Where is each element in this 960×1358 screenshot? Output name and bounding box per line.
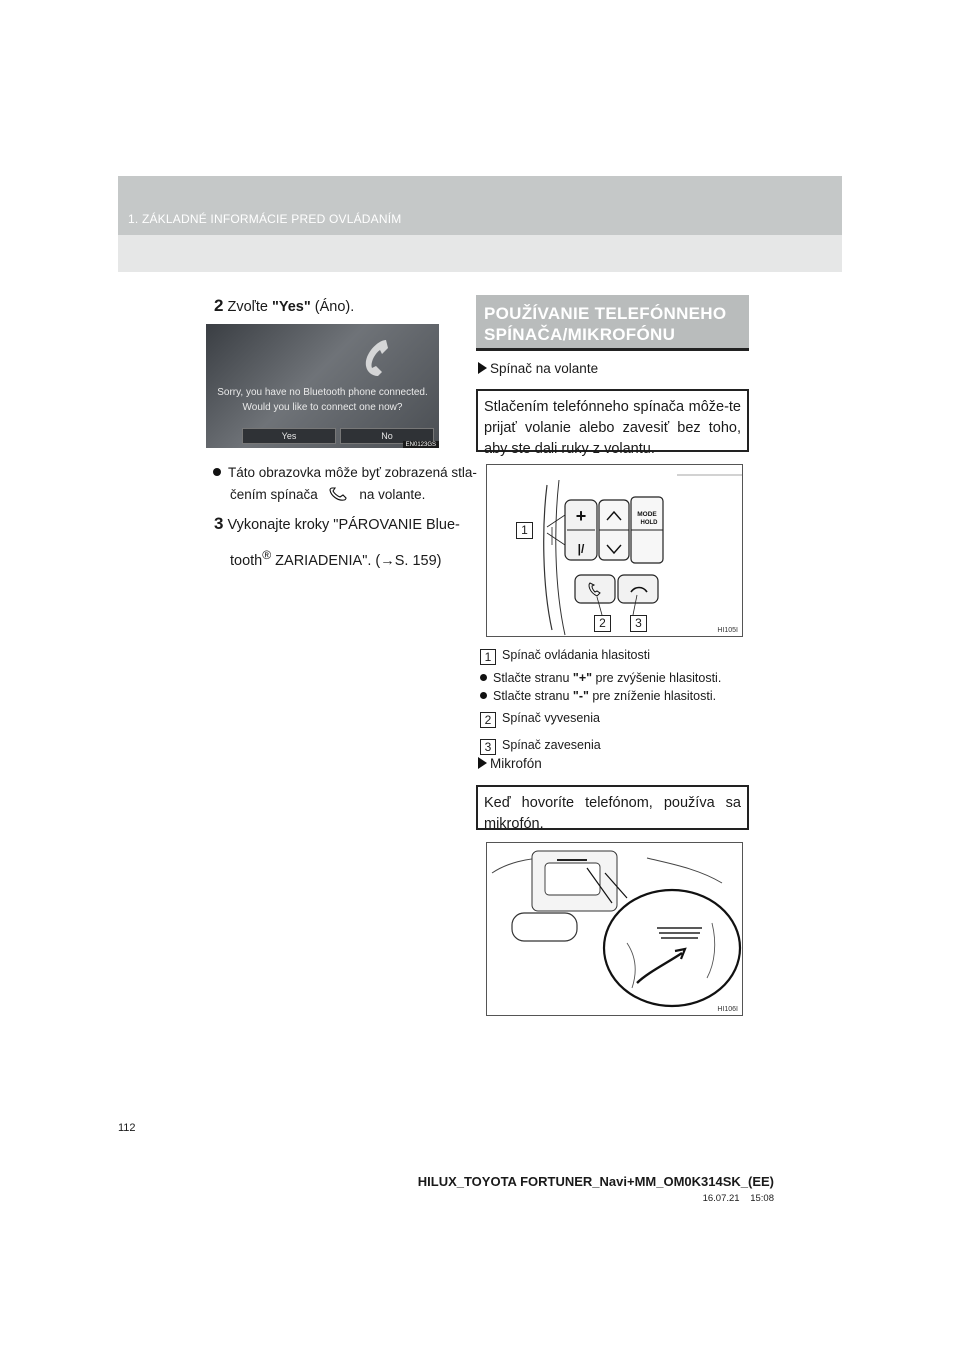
- yes-button[interactable]: Yes: [242, 428, 336, 444]
- page-number: 112: [118, 1122, 136, 1134]
- bullet-text: Stlačte stranu: [493, 671, 573, 685]
- subheading-steering-switch: [478, 361, 598, 376]
- document-timestamp: [703, 1193, 774, 1204]
- triangle-marker-icon: [478, 757, 487, 769]
- screen-message-line-1: Sorry, you have no Bluetooth phone connected.: [217, 387, 428, 398]
- steering-switch-illustration: [487, 465, 743, 637]
- info-box-phone-switch: Stlačením telefónneho spínača môže-te prijať volanie alebo zavesiť bez toho, aby ste dali ruky z volantu.: [476, 389, 749, 452]
- document-title: HILUX_TOYOTA FORTUNER_Navi+MM_OM0K314SK_(EE): [417, 1174, 774, 1189]
- bullet-text-line-2-end: na volante.: [359, 487, 426, 502]
- screen-message-line-2: Would you like to connect one now?: [242, 402, 403, 413]
- legend-item-2: [480, 711, 600, 728]
- phone-icon: [328, 486, 350, 502]
- callout-3: 3: [630, 615, 647, 632]
- mode-label: MODE: [637, 511, 657, 518]
- legend-number: 1: [480, 649, 496, 665]
- bluetooth-screen-image: [206, 324, 439, 448]
- chapter-title: 1. ZÁKLADNÉ INFORMÁCIE PRED OVLÁDANÍM: [128, 212, 402, 226]
- header-band: [118, 176, 842, 235]
- svg-text:+: +: [575, 506, 587, 526]
- step-2: [214, 293, 354, 320]
- chapter-header: [118, 176, 842, 272]
- callout-1: 1: [516, 522, 533, 539]
- step-number: 3: [214, 514, 224, 533]
- step-2-text: Zvoľte: [227, 299, 272, 315]
- callout-2: 2: [594, 615, 611, 632]
- figure-code: HI106I: [717, 1006, 738, 1013]
- bullet-text-end: pre zníženie hlasitosti.: [588, 689, 717, 703]
- bullet-text-line-1: Táto obrazovka môže byť zobrazená stla-: [228, 465, 477, 480]
- bullet-dot: [213, 468, 221, 476]
- subheading-text: Spínač na volante: [490, 361, 599, 376]
- document-date: 16.07.21: [702, 1193, 740, 1204]
- legend-text: Spínač zavesenia: [502, 738, 601, 752]
- svg-text:|/: |/: [577, 542, 585, 556]
- legend-item-1: [480, 648, 650, 665]
- legend-item-3: [480, 738, 601, 755]
- volume-bullet-2: [480, 689, 716, 703]
- registered-mark: ®: [262, 548, 272, 562]
- volume-bullet-1: [480, 671, 721, 685]
- bullet-dot: [480, 674, 487, 681]
- subheading-microphone: [478, 756, 542, 771]
- step-3-text-line-2-end: ZARIADENIA". (→S. 159): [271, 552, 442, 569]
- section-heading-line-2: SPÍNAČA/MIKROFÓNU: [484, 325, 676, 344]
- legend-number: 2: [480, 712, 496, 728]
- step-number: 2: [214, 296, 224, 315]
- phone-handset-icon: [356, 336, 396, 380]
- info-box-microphone: Keď hovoríte telefónom, používa sa mikrofón.: [476, 785, 749, 830]
- document-time: 15:08: [750, 1193, 774, 1204]
- subheading-text: Mikrofón: [490, 756, 542, 771]
- no-button[interactable]: No: [340, 428, 434, 444]
- bullet-text-line-2: čením spínača: [230, 487, 318, 502]
- section-heading: [476, 295, 749, 351]
- bullet-text-end: pre zvýšenie hlasitosti.: [592, 671, 722, 685]
- step-2-text-end: (Áno).: [310, 299, 355, 315]
- bullet-text: Stlačte stranu: [493, 689, 573, 703]
- section-heading-line-1: POUŽÍVANIE TELEFÓNNEHO: [484, 304, 727, 323]
- bullet-dot: [480, 692, 487, 699]
- microphone-figure: [486, 842, 743, 1016]
- bullet-screen-note-line-2: [230, 481, 425, 508]
- steering-switch-figure: [486, 464, 743, 637]
- legend-number: 3: [480, 739, 496, 755]
- figure-code: EN0123GS: [403, 441, 439, 448]
- hold-label: HOLD: [640, 520, 658, 526]
- microphone-illustration: [487, 843, 743, 1016]
- bullet-bold: "+": [572, 671, 593, 685]
- step-3-line-2: [230, 542, 441, 574]
- legend-text: Spínač ovládania hlasitosti: [502, 648, 651, 662]
- legend-text: Spínač vyvesenia: [502, 711, 600, 725]
- figure-code: HI105I: [717, 627, 738, 634]
- step-3-text-line-2: tooth: [230, 552, 263, 569]
- step-3: [214, 511, 460, 538]
- triangle-marker-icon: [478, 362, 487, 374]
- bullet-bold: "-": [572, 689, 589, 703]
- step-3-text-line-1: Vykonajte kroky "PÁROVANIE Blue-: [227, 517, 460, 533]
- step-2-bold: "Yes": [272, 299, 311, 315]
